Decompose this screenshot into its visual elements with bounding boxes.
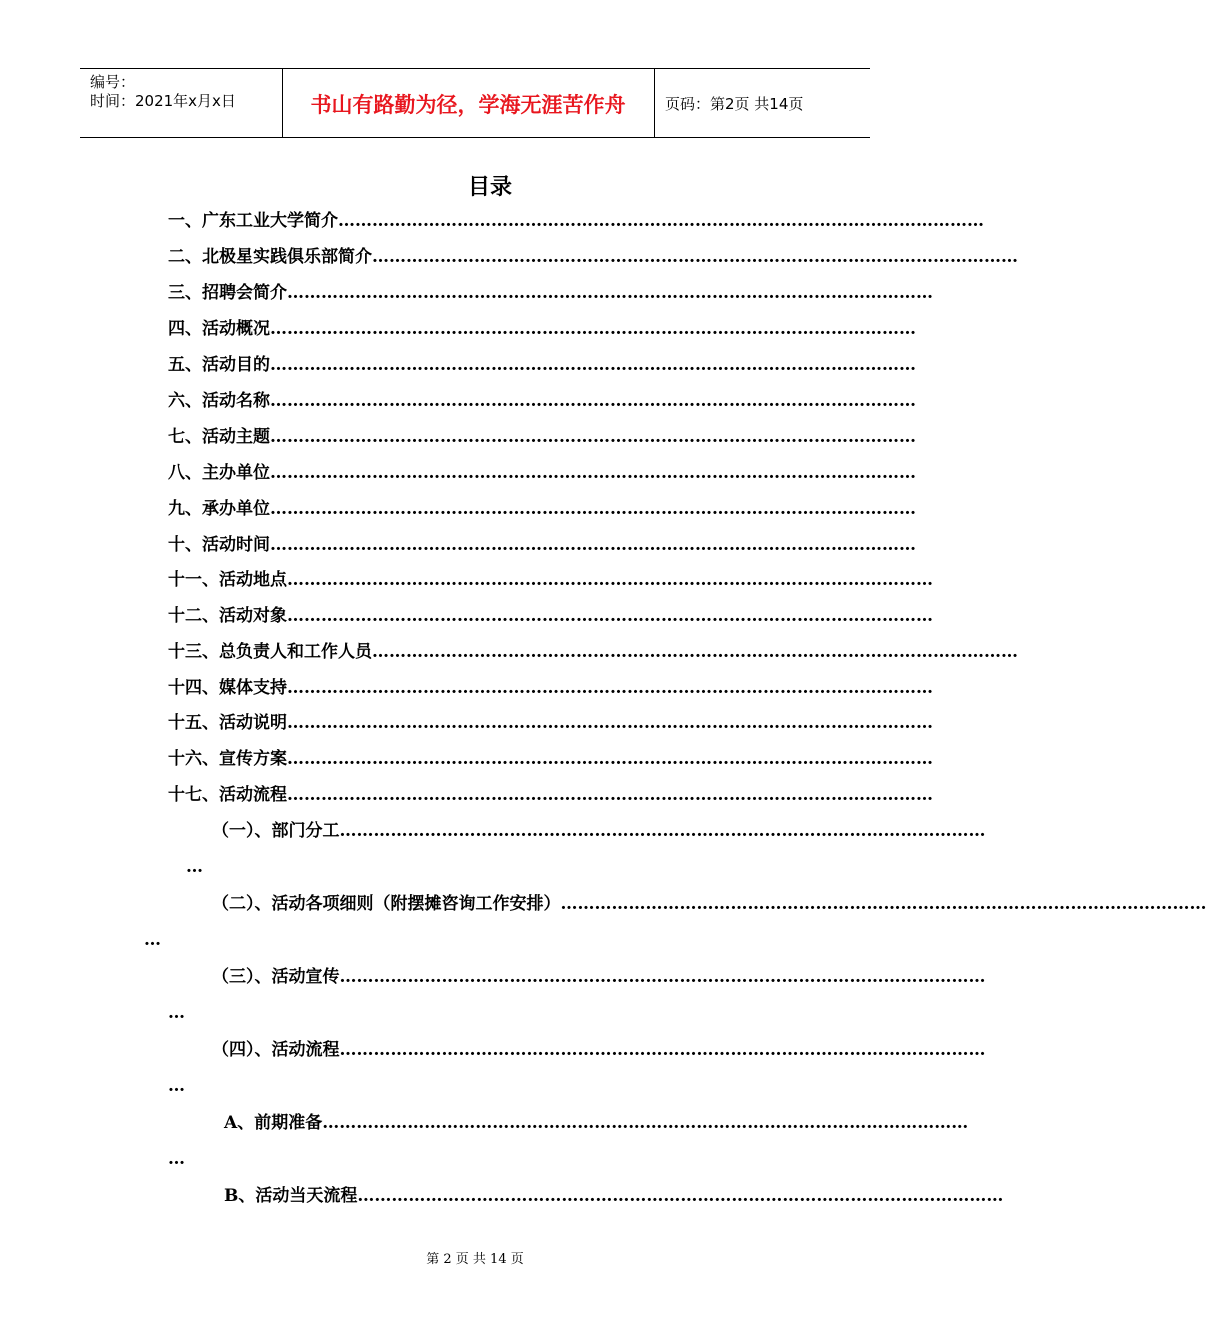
toc-entry-label: 十六、宣传方案	[168, 749, 287, 769]
header-motto-cell	[282, 69, 655, 137]
toc-leader-dots: ……………………………………………………………………………………………………	[287, 570, 933, 590]
toc-leader-dots: ……………………………………………………………………………………………………	[372, 642, 1018, 662]
document-date: 时间：2021年x月x日	[90, 92, 236, 110]
toc-entry-label: 十、活动时间	[168, 535, 270, 555]
toc-entry	[212, 966, 986, 988]
toc-leader-continuation: …	[144, 930, 161, 950]
toc-leader-dots: ……………………………………………………………………………………………………	[270, 463, 916, 483]
toc-entry	[168, 569, 933, 591]
toc-entry-label: 三、招聘会简介	[168, 283, 287, 303]
toc-entry	[168, 605, 933, 627]
document-number-label: 编号：	[90, 73, 136, 91]
toc-entry-label: 十三、总负责人和工作人员	[168, 642, 372, 662]
toc-leader-dots: ……………………………………………………………………………………………………	[287, 678, 933, 698]
toc-leader-dots: ……………………………………………………………………………………………………	[270, 355, 916, 375]
toc-entry	[224, 1112, 969, 1134]
toc-entry-label: （四）、活动流程	[212, 1040, 340, 1060]
header-meta-cell	[80, 69, 283, 137]
toc-entry	[168, 748, 933, 770]
toc-leader-continuation: …	[168, 1076, 185, 1096]
toc-entry	[168, 390, 916, 412]
toc-entry-label: 五、活动目的	[168, 355, 270, 375]
toc-entry	[168, 462, 916, 484]
toc-entry	[212, 1039, 986, 1061]
toc-entry	[168, 246, 1018, 268]
toc-entry	[212, 820, 986, 842]
toc-entry-label: （三）、活动宣传	[212, 967, 340, 987]
toc-entry-label: 八、主办单位	[168, 463, 270, 483]
toc-leader-dots: ……………………………………………………………………………………………………	[339, 967, 986, 987]
toc-entry	[168, 677, 933, 699]
toc-entry	[168, 210, 984, 232]
toc-entry-label: （一）、部门分工	[212, 821, 340, 841]
toc-leader-dots: ……………………………………………………………………………………………………	[560, 894, 1207, 914]
toc-leader-dots: ……………………………………………………………………………………………………	[339, 1040, 986, 1060]
toc-entry-label: 七、活动主题	[168, 427, 270, 447]
page-footer: 第 2 页 共 14 页	[426, 1252, 524, 1267]
toc-entry	[168, 641, 1018, 663]
toc-entry	[212, 893, 1207, 915]
toc-leader-dots: ……………………………………………………………………………………………………	[338, 211, 984, 231]
toc-entry-label: 六、活动名称	[168, 391, 270, 411]
motto-text: 书山有路勤为径，学海无涯苦作舟	[310, 93, 626, 117]
toc-leader-dots: ……………………………………………………………………………………………………	[287, 785, 933, 805]
toc-entry	[168, 712, 933, 734]
page-header	[80, 68, 870, 138]
toc-entry	[168, 534, 916, 556]
toc-leader-continuation: …	[186, 857, 203, 877]
toc-leader-dots: ……………………………………………………………………………………………………	[322, 1113, 969, 1133]
toc-entry-label: 一、广东工业大学简介	[168, 211, 338, 231]
toc-leader-continuation: …	[168, 1149, 185, 1169]
toc-entry	[168, 282, 933, 304]
toc-entry-label: 十四、媒体支持	[168, 678, 287, 698]
toc-leader-dots: ……………………………………………………………………………………………………	[357, 1186, 1004, 1206]
toc-title: 目录	[467, 174, 512, 200]
toc-entry-label: 四、活动概况	[168, 319, 270, 339]
toc-entry	[168, 498, 916, 520]
toc-entry-label: 十二、活动对象	[168, 606, 287, 626]
toc-entry-label: 十七、活动流程	[168, 785, 287, 805]
toc-leader-continuation: …	[168, 1003, 185, 1023]
toc-leader-dots: ……………………………………………………………………………………………………	[287, 749, 933, 769]
header-page-info: 页码：第2页 共14页	[665, 95, 804, 113]
toc-entry-label: A、前期准备	[224, 1113, 323, 1133]
toc-leader-dots: ……………………………………………………………………………………………………	[372, 247, 1018, 267]
toc-entry	[224, 1185, 1004, 1207]
toc-entry-label: 二、北极星实践俱乐部简介	[168, 247, 372, 267]
toc-entry-label: 九、承办单位	[168, 499, 270, 519]
toc-leader-dots: ……………………………………………………………………………………………………	[270, 391, 916, 411]
toc-entry	[168, 426, 916, 448]
toc-leader-dots: ……………………………………………………………………………………………………	[270, 427, 916, 447]
toc-leader-dots: ……………………………………………………………………………………………………	[287, 713, 933, 733]
toc-entry	[168, 318, 916, 340]
toc-entry-label: 十五、活动说明	[168, 713, 287, 733]
toc-leader-dots: ……………………………………………………………………………………………………	[339, 821, 986, 841]
toc-entry	[168, 784, 933, 806]
toc-entry	[168, 354, 916, 376]
toc-leader-dots: ……………………………………………………………………………………………………	[270, 535, 916, 555]
toc-leader-dots: ……………………………………………………………………………………………………	[287, 283, 933, 303]
toc-entry-label: （二）、活动各项细则（附摆摊咨询工作安排）	[212, 894, 561, 914]
toc-leader-dots: ……………………………………………………………………………………………………	[287, 606, 933, 626]
header-page-cell	[655, 69, 870, 137]
toc-entry-label: B、活动当天流程	[224, 1186, 358, 1206]
toc-leader-dots: ……………………………………………………………………………………………………	[270, 319, 916, 339]
toc-leader-dots: ……………………………………………………………………………………………………	[270, 499, 916, 519]
toc-entry-label: 十一、活动地点	[168, 570, 287, 590]
